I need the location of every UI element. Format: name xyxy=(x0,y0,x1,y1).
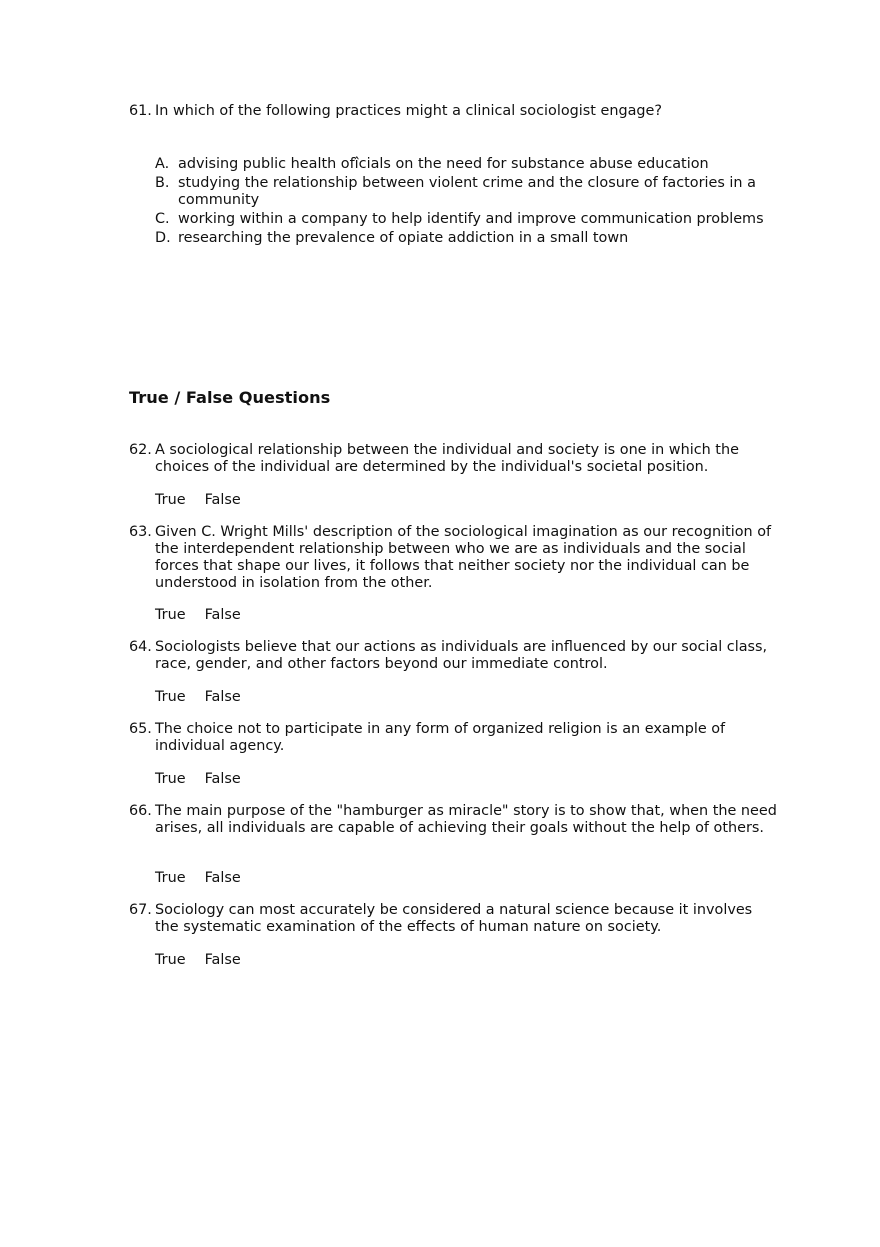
question-63 xyxy=(129,524,779,592)
true-option[interactable]: True xyxy=(155,870,186,886)
question-number: 62. xyxy=(129,442,152,458)
choice-text: researching the prevalence of opiate addiction in a small town xyxy=(178,230,629,246)
choice-d xyxy=(155,230,780,247)
false-option[interactable]: False xyxy=(204,689,241,705)
true-false-options xyxy=(155,492,241,509)
question-number: 64. xyxy=(129,639,152,655)
false-option[interactable]: False xyxy=(204,492,241,508)
choice-letter: A. xyxy=(155,156,170,172)
true-false-options xyxy=(155,952,241,969)
question-text: The main purpose of the "hamburger as miracle" story is to show that, when the need arises, all individuals are capable of achieving their goals without the help of others. xyxy=(155,803,777,836)
true-option[interactable]: True xyxy=(155,492,186,508)
choice-text: studying the relationship between violent crime and the closure of factories in a community xyxy=(178,175,756,208)
question-text: In which of the following practices might a clinical sociologist engage? xyxy=(155,103,663,119)
question-67 xyxy=(129,902,779,936)
question-text: Given C. Wright Mills' description of the sociological imagination as our recognition of the interdependent relationship between who we are as individuals and the social forces that shape our lives, it follows that neither society nor the individual can be understood in isolation from the other. xyxy=(155,524,772,591)
choice-text: advising public health ofîcials on the need for substance abuse education xyxy=(178,156,709,172)
false-option[interactable]: False xyxy=(204,771,241,787)
question-61 xyxy=(129,103,779,120)
question-number: 61. xyxy=(129,103,152,119)
question-number: 65. xyxy=(129,721,152,737)
question-65 xyxy=(129,721,779,755)
question-62 xyxy=(129,442,779,476)
choice-text: working within a company to help identify and improve communication problems xyxy=(178,211,764,227)
true-option[interactable]: True xyxy=(155,952,186,968)
question-number: 63. xyxy=(129,524,152,540)
choice-letter: B. xyxy=(155,175,170,191)
choice-letter: C. xyxy=(155,211,170,227)
choice-a xyxy=(155,156,780,173)
question-66 xyxy=(129,803,779,837)
false-option[interactable]: False xyxy=(204,952,241,968)
true-option[interactable]: True xyxy=(155,689,186,705)
true-option[interactable]: True xyxy=(155,607,186,623)
true-false-options xyxy=(155,771,241,788)
choice-c xyxy=(155,211,780,228)
question-number: 66. xyxy=(129,803,152,819)
question-number: 67. xyxy=(129,902,152,918)
question-text: Sociology can most accurately be considered a natural science because it involves the systematic examination of the effects of human nature on society. xyxy=(155,902,753,935)
true-option[interactable]: True xyxy=(155,771,186,787)
true-false-options xyxy=(155,689,241,706)
question-text: A sociological relationship between the individual and society is one in which the choices of the individual are determined by the individual's societal position. xyxy=(155,442,739,475)
question-text: The choice not to participate in any form of organized religion is an example of individual agency. xyxy=(155,721,726,754)
section-title: True / False Questions xyxy=(129,388,331,407)
true-false-options xyxy=(155,870,241,887)
question-text: Sociologists believe that our actions as individuals are influenced by our social class, race, gender, and other factors beyond our immediate control. xyxy=(155,639,768,672)
false-option[interactable]: False xyxy=(204,870,241,886)
choice-b xyxy=(155,175,780,209)
question-64 xyxy=(129,639,779,673)
answer-choices xyxy=(155,156,780,249)
false-option[interactable]: False xyxy=(204,607,241,623)
true-false-options xyxy=(155,607,241,624)
choice-letter: D. xyxy=(155,230,171,246)
